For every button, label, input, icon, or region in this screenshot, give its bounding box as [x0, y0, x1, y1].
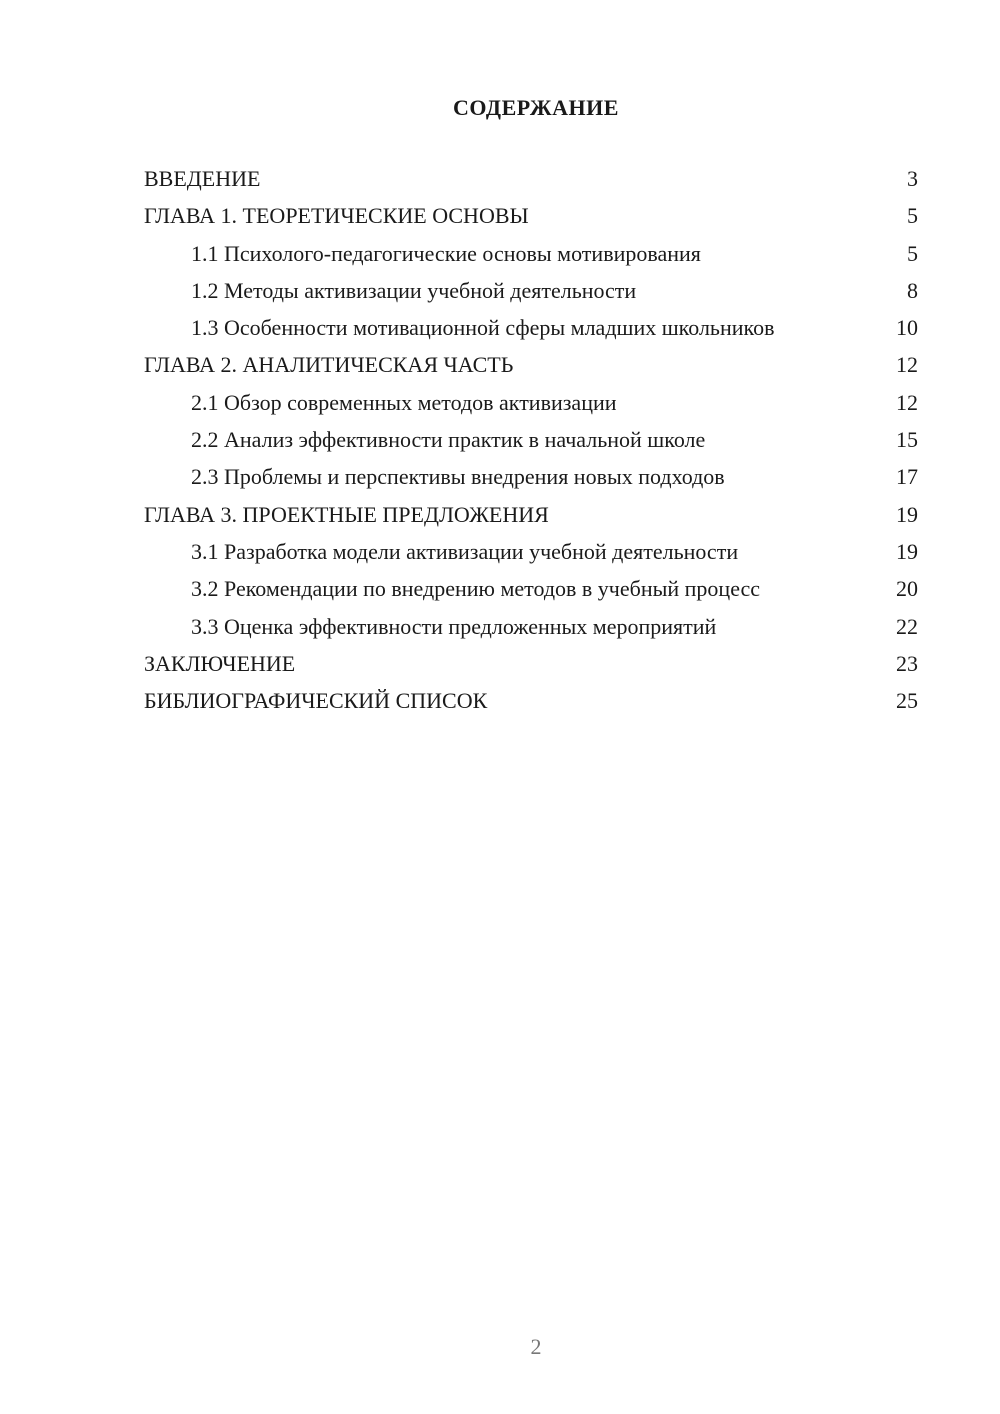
toc-entry-chapter-2[interactable] [144, 352, 918, 379]
toc-entry-text: ЗАКЛЮЧЕНИЕ [144, 650, 296, 676]
toc-entry-text: 1.3 Особенности мотивационной сферы младших школьников [191, 315, 775, 341]
toc-entry-chapter-1[interactable] [144, 203, 918, 230]
toc-title: СОДЕРЖАНИЕ [453, 95, 619, 120]
toc-entry-page: 20 [896, 576, 918, 602]
toc-entry-text: 1.1 Психолого-педагогические основы мотивирования [191, 240, 701, 266]
toc-entry-page: 10 [896, 315, 918, 341]
toc-entry-conclusion[interactable] [144, 651, 918, 678]
toc-entry-section-1-1[interactable] [144, 241, 918, 268]
toc-entry-text: 2.2 Анализ эффективности практик в начальной школе [191, 427, 706, 453]
toc-entry-text: БИБЛИОГРАФИЧЕСКИЙ СПИСОК [144, 688, 488, 714]
toc-entry-text: ГЛАВА 2. АНАЛИТИЧЕСКАЯ ЧАСТЬ [144, 352, 514, 378]
toc-entry-page: 5 [907, 203, 918, 229]
toc-entry-section-3-2[interactable] [144, 576, 918, 603]
toc-entry-text: ГЛАВА 3. ПРОЕКТНЫЕ ПРЕДЛОЖЕНИЯ [144, 501, 549, 527]
toc-entry-page: 12 [896, 352, 918, 378]
toc-entry-page: 19 [896, 538, 918, 564]
toc-entry-section-2-3[interactable] [144, 464, 918, 491]
toc-entry-page: 5 [907, 240, 918, 266]
table-of-contents [144, 166, 918, 725]
toc-entry-text: 1.2 Методы активизации учебной деятельности [191, 277, 637, 303]
toc-entry-page: 22 [896, 613, 918, 639]
toc-entry-section-2-1[interactable] [144, 390, 918, 417]
toc-entry-text: ВВЕДЕНИЕ [144, 166, 261, 191]
toc-entry-section-1-2[interactable] [144, 278, 918, 305]
toc-entry-page: 8 [907, 277, 918, 303]
toc-entry-text: 2.3 Проблемы и перспективы внедрения новых подходов [191, 464, 725, 490]
toc-entry-page: 12 [896, 389, 918, 415]
toc-entry-introduction[interactable] [144, 166, 918, 193]
toc-entry-page: 23 [896, 650, 918, 676]
toc-entry-text: 3.3 Оценка эффективности предложенных мероприятий [191, 613, 717, 639]
toc-entry-section-3-3[interactable] [144, 614, 918, 641]
toc-entry-text: 3.2 Рекомендации по внедрению методов в учебный процесс [191, 576, 761, 602]
toc-entry-page: 25 [896, 688, 918, 714]
toc-entry-chapter-3[interactable] [144, 502, 918, 529]
toc-entry-section-2-2[interactable] [144, 427, 918, 454]
toc-entry-bibliography[interactable] [144, 688, 918, 715]
toc-entry-section-1-3[interactable] [144, 315, 918, 342]
toc-entry-section-3-1[interactable] [144, 539, 918, 566]
toc-entry-text: ГЛАВА 1. ТЕОРЕТИЧЕСКИЕ ОСНОВЫ [144, 203, 529, 229]
page-number: 2 [530, 1334, 542, 1359]
toc-entry-text: 3.1 Разработка модели активизации учебной деятельности [191, 538, 739, 564]
toc-entry-page: 19 [896, 501, 918, 527]
toc-entry-page: 3 [907, 166, 918, 191]
toc-entry-text: 2.1 Обзор современных методов активизации [191, 389, 617, 415]
toc-entry-page: 15 [896, 427, 918, 453]
toc-entry-page: 17 [896, 464, 918, 490]
